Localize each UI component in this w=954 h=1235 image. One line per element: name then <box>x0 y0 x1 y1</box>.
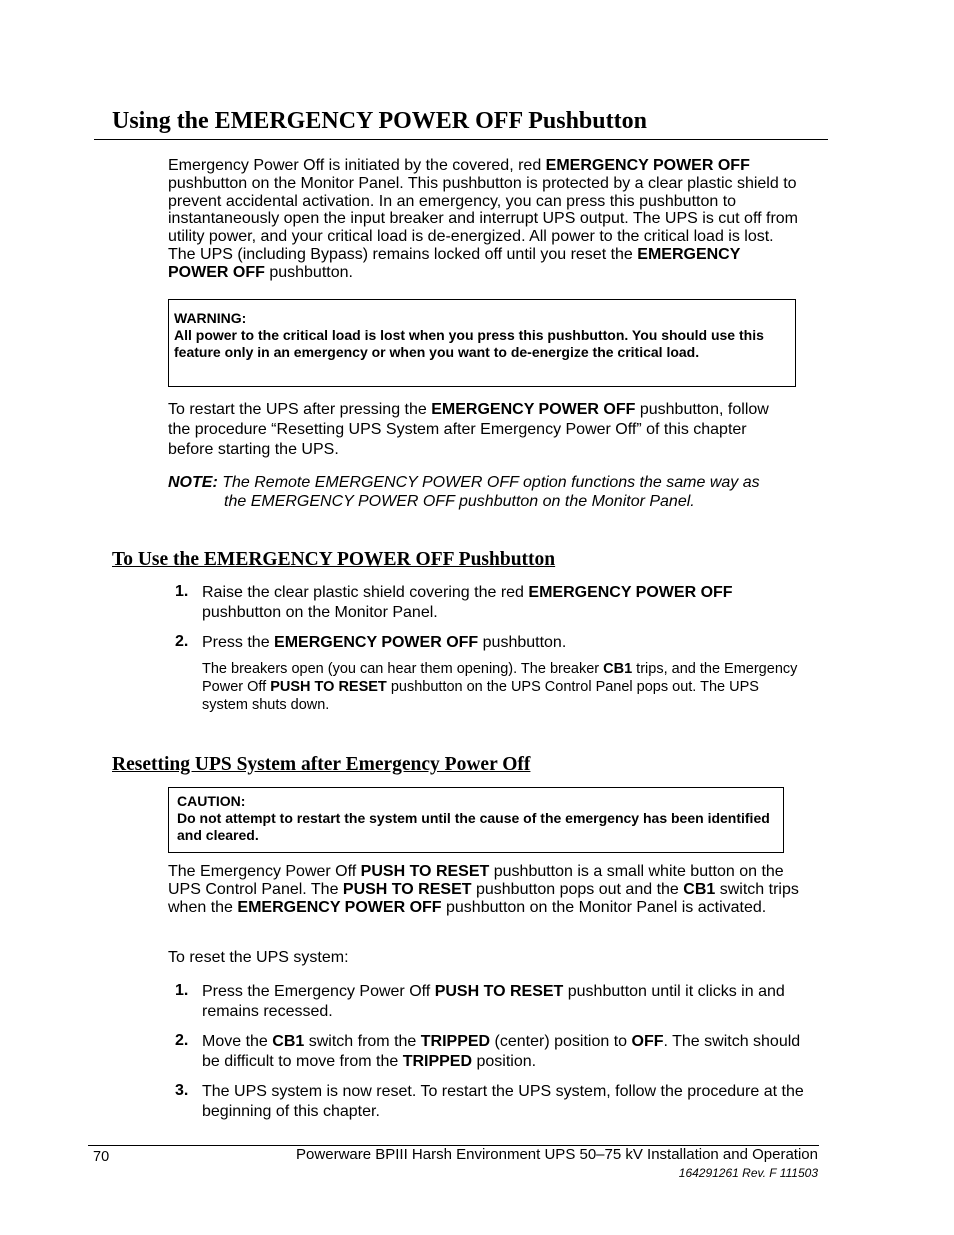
step-text-2: pushbutton. <box>478 634 567 651</box>
step-text-4: . The switch should be difficult to move from the <box>202 1033 801 1070</box>
step-text-2: pushbutton on the Monitor Panel. <box>202 604 438 621</box>
step-bold-4: TRIPPED <box>402 1053 473 1070</box>
para-text-1: The Emergency Power Off <box>168 863 361 880</box>
step-result <box>202 660 802 714</box>
intro-bold-1: EMERGENCY POWER OFF <box>545 157 750 174</box>
step-number: 1. <box>175 583 189 600</box>
result-bold-2: PUSH TO RESET <box>270 679 387 695</box>
step-text: The UPS system is now reset. To restart the UPS system, follow the procedure at the beginning of this chapter. <box>202 1083 804 1120</box>
intro-text-1: Emergency Power Off is initiated by the covered, red <box>168 157 546 174</box>
caution-text: Do not attempt to restart the system until the cause of the emergency has been identified and cleared. <box>177 810 770 843</box>
step-text-2: switch from the <box>304 1033 421 1050</box>
result-text-3: pushbutton on the UPS Control Panel pops out. The UPS system shuts down. <box>202 679 759 713</box>
caution-box <box>168 787 784 853</box>
step-bold-1: CB1 <box>272 1033 305 1050</box>
step-text-1: Press the <box>202 634 275 651</box>
step-number: 2. <box>175 1032 189 1049</box>
result-bold-1: CB1 <box>603 661 633 677</box>
title-divider <box>94 139 828 140</box>
para-text-4: switch trips when the <box>168 880 799 916</box>
restart-bold-1: EMERGENCY POWER OFF <box>431 401 636 418</box>
footer-revision: 164291261 Rev. F 111503 <box>678 1166 818 1180</box>
intro-text-3: pushbutton. <box>264 263 353 281</box>
restart-text-1: To restart the UPS after pressing the <box>168 401 432 418</box>
step-text-3: (center) position to <box>490 1033 632 1050</box>
warning-label: WARNING: <box>174 310 247 326</box>
step-bold-1: EMERGENCY POWER OFF <box>274 634 479 651</box>
step-text-1: Move the <box>202 1033 273 1050</box>
note <box>168 473 808 511</box>
step-bold-3: OFF <box>631 1033 664 1050</box>
reset-paragraph <box>168 863 810 916</box>
step-text <box>202 583 792 623</box>
step-text <box>202 982 812 1022</box>
step-bold-1: EMERGENCY POWER OFF <box>528 584 733 601</box>
reset-lead: To reset the UPS system: <box>168 949 349 966</box>
step-text <box>202 633 802 653</box>
step-number: 1. <box>175 982 189 999</box>
footer-document-title: Powerware BPIII Harsh Environment UPS 50–75 kV Installation and Operation <box>296 1146 818 1163</box>
para-text-2: pushbutton is a small white button on the UPS Control Panel. The <box>168 863 784 898</box>
note-line-2: the EMERGENCY POWER OFF pushbutton on the Monitor Panel. <box>224 493 695 510</box>
section-heading-resetting: Resetting UPS System after Emergency Power Off <box>112 754 531 775</box>
note-line-1: The Remote EMERGENCY POWER OFF option functions the same way as <box>217 474 760 491</box>
caution-label: CAUTION: <box>177 793 246 809</box>
step-text-5: position. <box>472 1053 537 1070</box>
intro-text-2: pushbutton on the Monitor Panel. This pushbutton is protected by a clear plastic shield to prevent accidental activation. In an emergency, you can press this pushbutton to instantaneously open the input breaker and interrupt UPS output. The UPS is cut off from utility power, and your critical load is de-energized. All power to the critical load is lost. The UPS (including Bypass) remains locked off until you reset the <box>168 174 798 263</box>
warning-box <box>168 299 796 387</box>
para-bold-3: CB1 <box>683 880 716 898</box>
step-number: 3. <box>175 1082 189 1099</box>
step-text <box>202 1032 812 1072</box>
result-text-2: trips, and the Emergency Power Off <box>202 661 798 695</box>
para-text-5: pushbutton on the Monitor Panel is activated. <box>441 898 767 916</box>
para-bold-1: PUSH TO RESET <box>360 863 490 880</box>
note-label: NOTE: <box>168 474 218 491</box>
warning-text: All power to the critical load is lost when you press this pushbutton. You should use this feature only in an emergency or when you want to de-energize the critical load. <box>174 327 764 360</box>
para-bold-2: PUSH TO RESET <box>342 880 472 898</box>
page-number: 70 <box>93 1149 110 1165</box>
restart-paragraph <box>168 400 793 460</box>
page-title: Using the EMERGENCY POWER OFF Pushbutton <box>112 108 647 134</box>
step-text-1: Press the Emergency Power Off <box>202 983 435 1000</box>
step-text-2: pushbutton until it clicks in and remains recessed. <box>202 983 785 1020</box>
section-heading-use-epo: To Use the EMERGENCY POWER OFF Pushbutton <box>112 549 556 570</box>
step-bold-1: PUSH TO RESET <box>434 983 564 1000</box>
result-text-1: The breakers open (you can hear them opening). The breaker <box>202 661 604 677</box>
step-text-1: Raise the clear plastic shield covering the red <box>202 584 529 601</box>
step-number: 2. <box>175 633 189 650</box>
para-bold-4: EMERGENCY POWER OFF <box>237 898 442 916</box>
intro-paragraph <box>168 157 800 282</box>
step-bold-2: TRIPPED <box>420 1033 491 1050</box>
para-text-3: pushbutton pops out and the <box>471 880 684 898</box>
intro-bold-2: EMERGENCY POWER OFF <box>168 245 741 281</box>
restart-text-2: pushbutton, follow the procedure “Resetting UPS System after Emergency Power Off” of this chapter before starting the UPS. <box>168 401 769 458</box>
